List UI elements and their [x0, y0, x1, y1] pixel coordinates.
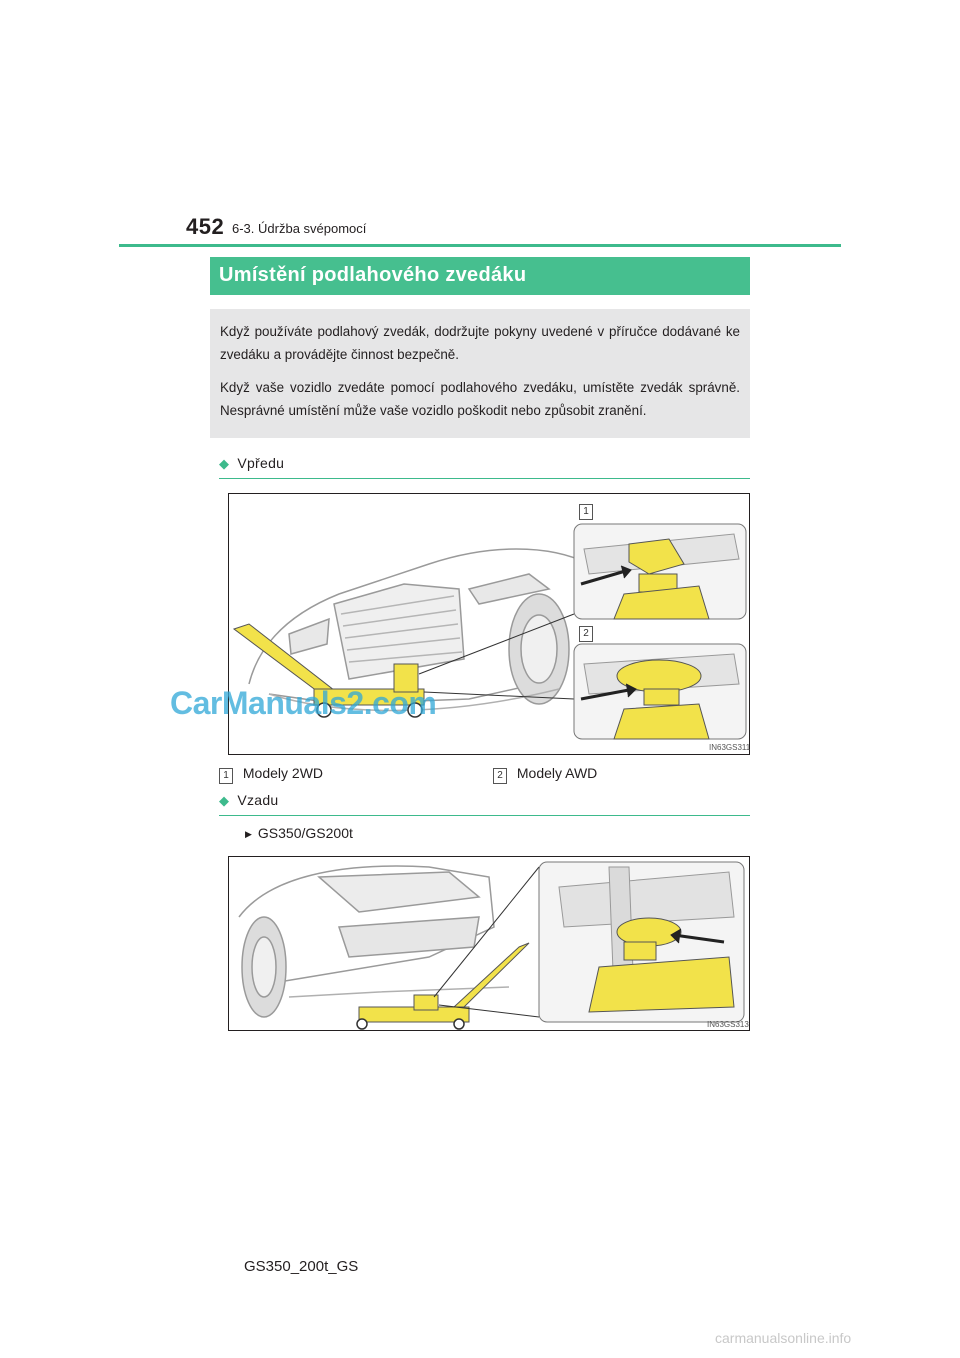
inset-2wd — [574, 524, 746, 619]
intro-paragraph-1: Když používáte podlahový zvedák, dodržujte pokyny uvedené v příručce dodávané ke zvedáku a provádějte činnost bezpečně. — [220, 324, 740, 362]
caption-awd — [493, 765, 597, 784]
front-heading-label: Vpředu — [237, 455, 285, 471]
caption-2wd-number: 1 — [219, 768, 233, 784]
rear-jack-figure — [228, 856, 750, 1031]
inset-awd — [574, 644, 746, 739]
caption-awd-text: Modely AWD — [516, 765, 598, 781]
diamond-bullet-icon: ◆ — [219, 793, 230, 808]
front-figure-code: IN63GS311 — [709, 743, 751, 752]
front-callout-1: 1 — [579, 504, 593, 520]
caption-2wd — [219, 765, 323, 784]
diamond-bullet-icon: ◆ — [219, 456, 230, 471]
footer-model-code: GS350_200t_GS — [244, 1258, 359, 1275]
rear-heading-label: Vzadu — [237, 792, 279, 808]
rear-car-illustration — [229, 857, 749, 1030]
rear-figure-code: IN63GS313 — [707, 1020, 749, 1029]
rear-heading — [219, 792, 279, 809]
model-item-label: GS350/GS200t — [257, 825, 353, 841]
intro-box — [210, 309, 750, 438]
header-rule — [119, 244, 841, 247]
front-heading — [219, 455, 284, 472]
rear-inset — [539, 862, 744, 1022]
rear-heading-rule — [219, 815, 750, 816]
page-number: 452 — [186, 214, 225, 239]
caption-2wd-text: Modely 2WD — [242, 765, 324, 781]
watermark: CarManuals2.com — [170, 685, 437, 721]
section-title: Umístění podlahového zvedáku — [210, 257, 750, 295]
triangle-bullet-icon: ▶ — [245, 829, 252, 839]
site-watermark: carmanualsonline.info — [715, 1330, 852, 1346]
chapter-title: 6-3. Údržba svépomocí — [232, 221, 367, 236]
model-item — [245, 825, 353, 841]
intro-paragraph-2: Když vaše vozidlo zvedáte pomocí podlahového zvedáku, umístěte zvedák správně. Nesprávné umístění může vaše vozidlo poškodit nebo způsobit zranění. — [220, 380, 740, 418]
caption-awd-number: 2 — [493, 768, 507, 784]
front-heading-rule — [219, 478, 750, 479]
front-callout-2: 2 — [579, 626, 593, 642]
